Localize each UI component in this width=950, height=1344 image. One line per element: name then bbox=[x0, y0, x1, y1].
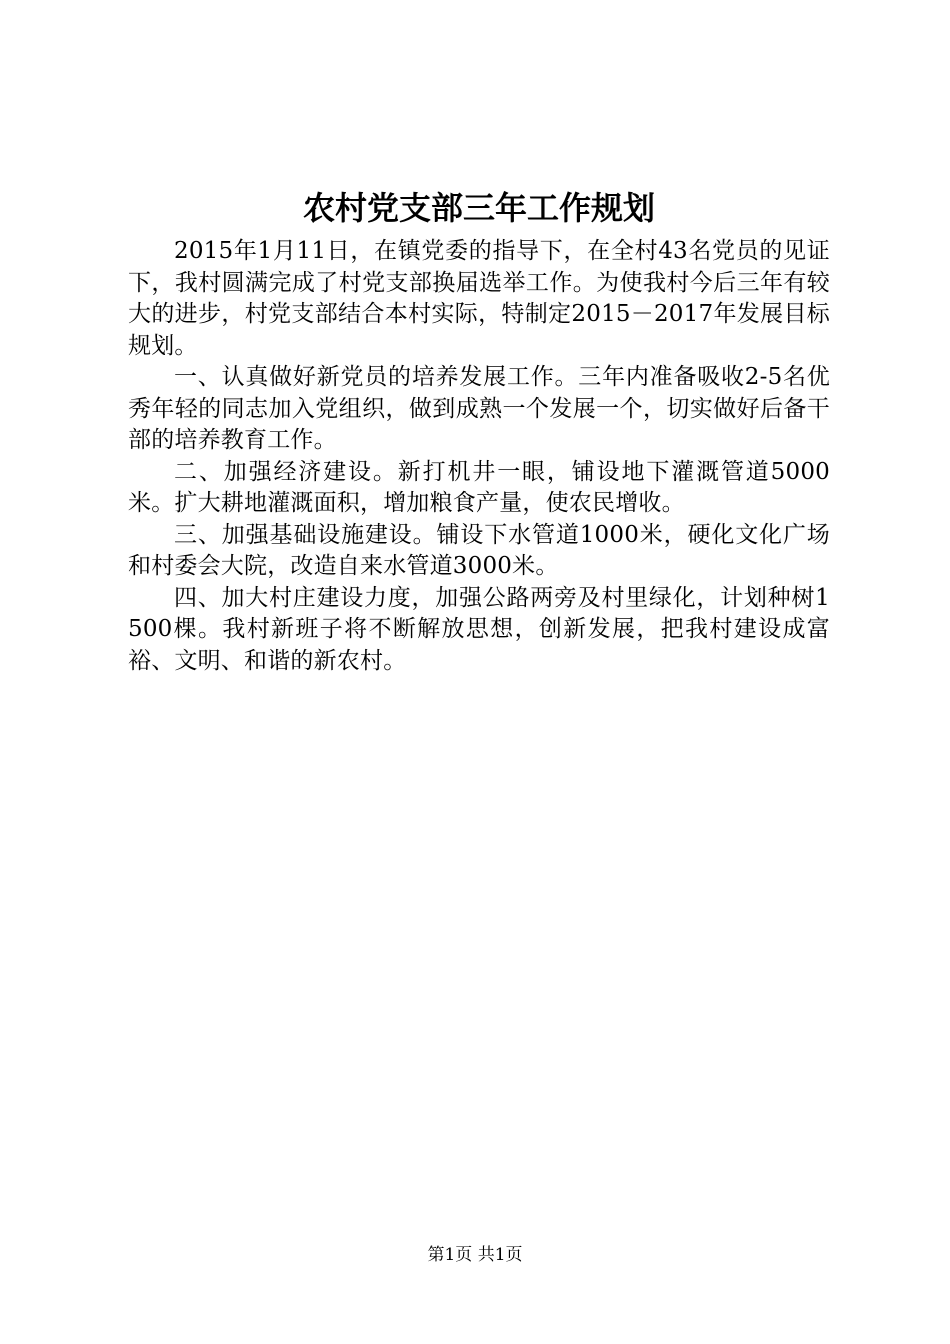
paragraph-infrastructure: 三、加强基础设施建设。铺设下水管道1000米，硬化文化广场和村委会大院，改造自来水管道3000米。 bbox=[128, 521, 830, 579]
document-body bbox=[128, 236, 830, 677]
paragraph-economy: 二、加强经济建设。新打机井一眼，铺设地下灌溉管道5000米。扩大耕地灌溉面积，增加粮食产量，使农民增收。 bbox=[128, 458, 830, 516]
page-number-footer: 第1页 共1页 bbox=[427, 1245, 523, 1265]
paragraph-intro: 2015年1月11日，在镇党委的指导下，在全村43名党员的见证下，我村圆满完成了村党支部换届选举工作。为使我村今后三年有较大的进步，村党支部结合本村实际，特制定2015－2017年发展目标规划。 bbox=[128, 238, 830, 359]
document-title: 农村党支部三年工作规划 bbox=[302, 189, 655, 227]
paragraph-party-members: 一、认真做好新党员的培养发展工作。三年内准备吸收2-5名优秀年轻的同志加入党组织，做到成熟一个发展一个，切实做好后备干部的培养教育工作。 bbox=[128, 364, 830, 453]
paragraph-village-construction: 四、加大村庄建设力度，加强公路两旁及村里绿化，计划种树1500棵。我村新班子将不断解放思想，创新发展，把我村建设成富裕、文明、和谐的新农村。 bbox=[128, 584, 830, 674]
